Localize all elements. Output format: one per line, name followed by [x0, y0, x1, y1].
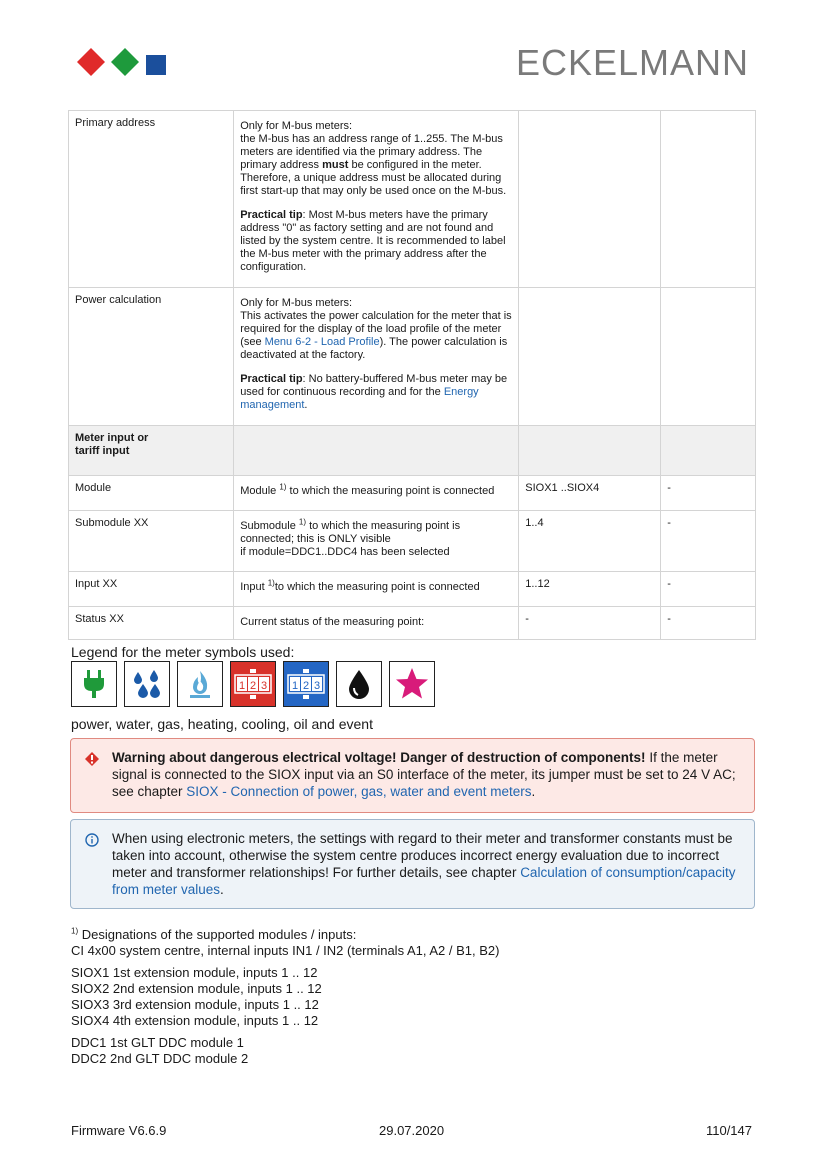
desc-bold: Practical tip — [240, 209, 303, 221]
info-text: When using electronic meters, the settings with regard to their meter and transformer constants must be taken into account, otherwise the system centre produces incorrect energy evaluation due to incorrect meter and transformer relationships! For further details, see chapter — [112, 831, 733, 880]
desc-bold: Practical tip — [240, 373, 303, 385]
desc-bold: must — [322, 159, 349, 171]
footnote — [71, 927, 499, 1073]
desc-text: be configured in the meter. Therefore, a unique address must be allocated during first start-up that may only be used once on the M-bus. — [240, 159, 507, 197]
param-description: Submodule $^{1)}$ to which the measuring point is connected; this is ONLY visible if module=DDC1..DDC4 has been selected — [234, 511, 519, 572]
desc-text: This activates the power calculation for the meter that is required for the display of the load profile of the meter (see — [240, 310, 512, 348]
footer-page-number: 110/147 — [705, 1123, 752, 1138]
footnote-line: DDC1 1st GLT DDC module 1 — [71, 1035, 244, 1050]
table-group-row — [69, 426, 756, 476]
event-star-icon — [389, 661, 435, 707]
warning-box: Warning about dangerous electrical voltage! Danger of destruction of components! If the meter signal is connected to the SIOX input via an S0 interface of the meter, its jumper must be set to 24 V AC; see chapter SIOX - Connection of power, gas, water and event meters. — [70, 738, 755, 813]
param-range: 1..12 — [519, 572, 661, 607]
footnote-line: SIOX4 4th extension module, inputs 1 .. 12 — [71, 1013, 319, 1028]
param-range: - — [519, 607, 661, 640]
param-range — [519, 288, 661, 426]
desc-text: . — [304, 399, 308, 411]
param-description: Current status of the measuring point: — [234, 607, 519, 640]
svg-text:3: 3 — [313, 680, 321, 692]
load-profile-link[interactable]: Menu 6-2 - Load Profile — [264, 336, 380, 348]
desc-text: ). The power calculation is deactivated at the factory. — [240, 336, 508, 361]
table-row — [69, 572, 756, 607]
footer-date: 29.07.2020 — [379, 1123, 445, 1138]
gas-flame-icon — [177, 661, 223, 707]
table-row — [69, 607, 756, 640]
footer-firmware: Firmware V6.6.9 — [71, 1123, 167, 1138]
meter-parameter-table — [68, 110, 756, 640]
footnote-marker: 1) — [71, 926, 79, 936]
desc-text: : Most M-bus meters have the primary address "0" as factory setting and are not found and listed by the system centre. It is recommended to label the M-bus meter with the primary address after the configuration. — [240, 209, 506, 273]
meter-symbol-legend — [71, 661, 435, 709]
param-default: - — [661, 572, 756, 607]
param-default: - — [661, 607, 756, 640]
param-description — [234, 111, 519, 288]
siox-connection-link[interactable]: SIOX - Connection of power, gas, water and event meters — [186, 784, 532, 799]
group-title-text: Meter input or tariff input — [75, 432, 149, 457]
table-row — [69, 288, 756, 426]
calculation-link[interactable]: Calculation of consumption/capacity from meter values — [112, 865, 736, 897]
footnote-line: DDC2 2nd GLT DDC module 2 — [71, 1051, 249, 1066]
param-range: SIOX1 ..SIOX4 — [519, 476, 661, 511]
param-description: Module $^{1)}$ to which the measuring point is connected — [234, 476, 519, 511]
svg-text:3: 3 — [260, 680, 268, 692]
cooling-counter-icon — [283, 661, 329, 707]
param-name: Input XX — [69, 572, 234, 607]
footnote-line: SIOX1 1st extension module, inputs 1 .. 12 — [71, 965, 318, 980]
energy-management-link[interactable]: Energy management — [240, 386, 479, 411]
footnote-line: SIOX3 3rd extension module, inputs 1 .. 12 — [71, 997, 319, 1012]
param-default: - — [661, 476, 756, 511]
param-description — [234, 288, 519, 426]
info-box: When using electronic meters, the settings with regard to their meter and transformer constants must be taken into account, otherwise the system centre produces incorrect energy evaluation due to incorrect meter and transformer relationships! For further details, see chapter Calculation of consumption/capacity from meter values. — [70, 819, 755, 909]
desc-text: the M-bus has an address range of 1..255. The M-bus meters are identified via the primary address. The primary address — [240, 133, 503, 171]
warning-title: Warning about dangerous electrical voltage! Danger of destruction of components! — [112, 750, 646, 765]
param-name: Power calculation — [69, 288, 234, 426]
table-row — [69, 476, 756, 511]
param-range: 1..4 — [519, 511, 661, 572]
footnote-title: Designations of the supported modules / inputs: — [78, 927, 357, 942]
svg-text:2: 2 — [302, 680, 310, 692]
heating-counter-icon — [230, 661, 276, 707]
legend-caption: power, water, gas, heating, cooling, oil and event — [71, 716, 373, 732]
warning-text: If the meter signal is connected to the SIOX input via an S0 interface of the meter, its jumper must be set to 24 V AC; see chapter — [112, 750, 736, 799]
info-icon — [85, 833, 99, 847]
brand-wordmark: ECKELMANN — [515, 42, 749, 83]
desc-text: Only for M-bus meters: — [240, 120, 353, 132]
param-name: Module — [69, 476, 234, 511]
svg-text:1: 1 — [291, 680, 299, 692]
footnote-line: SIOX2 2nd extension module, inputs 1 .. 12 — [71, 981, 322, 996]
footnote-ref: 1) — [267, 578, 275, 588]
footnote-ref: 1) — [279, 482, 287, 492]
svg-text:1: 1 — [238, 680, 246, 692]
table-row — [69, 511, 756, 572]
param-name: Status XX — [69, 607, 234, 640]
param-range — [519, 111, 661, 288]
oil-drop-icon — [336, 661, 382, 707]
desc-text: : No battery-buffered M-bus meter may be used for continuous recording and for the — [240, 373, 508, 398]
footnote-line: CI 4x00 system centre, internal inputs IN1 / IN2 (terminals A1, A2 / B1, B2) — [71, 943, 500, 958]
param-name: Primary address — [69, 111, 234, 288]
param-description: Input $^{1)}$to which the measuring point is connected — [234, 572, 519, 607]
param-name: Submodule XX — [69, 511, 234, 572]
water-drops-icon — [124, 661, 170, 707]
warning-icon — [85, 752, 99, 766]
table-row — [69, 111, 756, 288]
legend-title: Legend for the meter symbols used: — [71, 644, 295, 660]
group-title — [69, 426, 234, 476]
eckelmann-logo — [74, 44, 168, 80]
footnote-ref: 1) — [298, 517, 307, 527]
param-default — [661, 111, 756, 288]
desc-text: Only for M-bus meters: — [240, 297, 353, 309]
param-default — [661, 288, 756, 426]
param-default: - — [661, 511, 756, 572]
power-plug-icon — [71, 661, 117, 707]
svg-text:2: 2 — [249, 680, 257, 692]
